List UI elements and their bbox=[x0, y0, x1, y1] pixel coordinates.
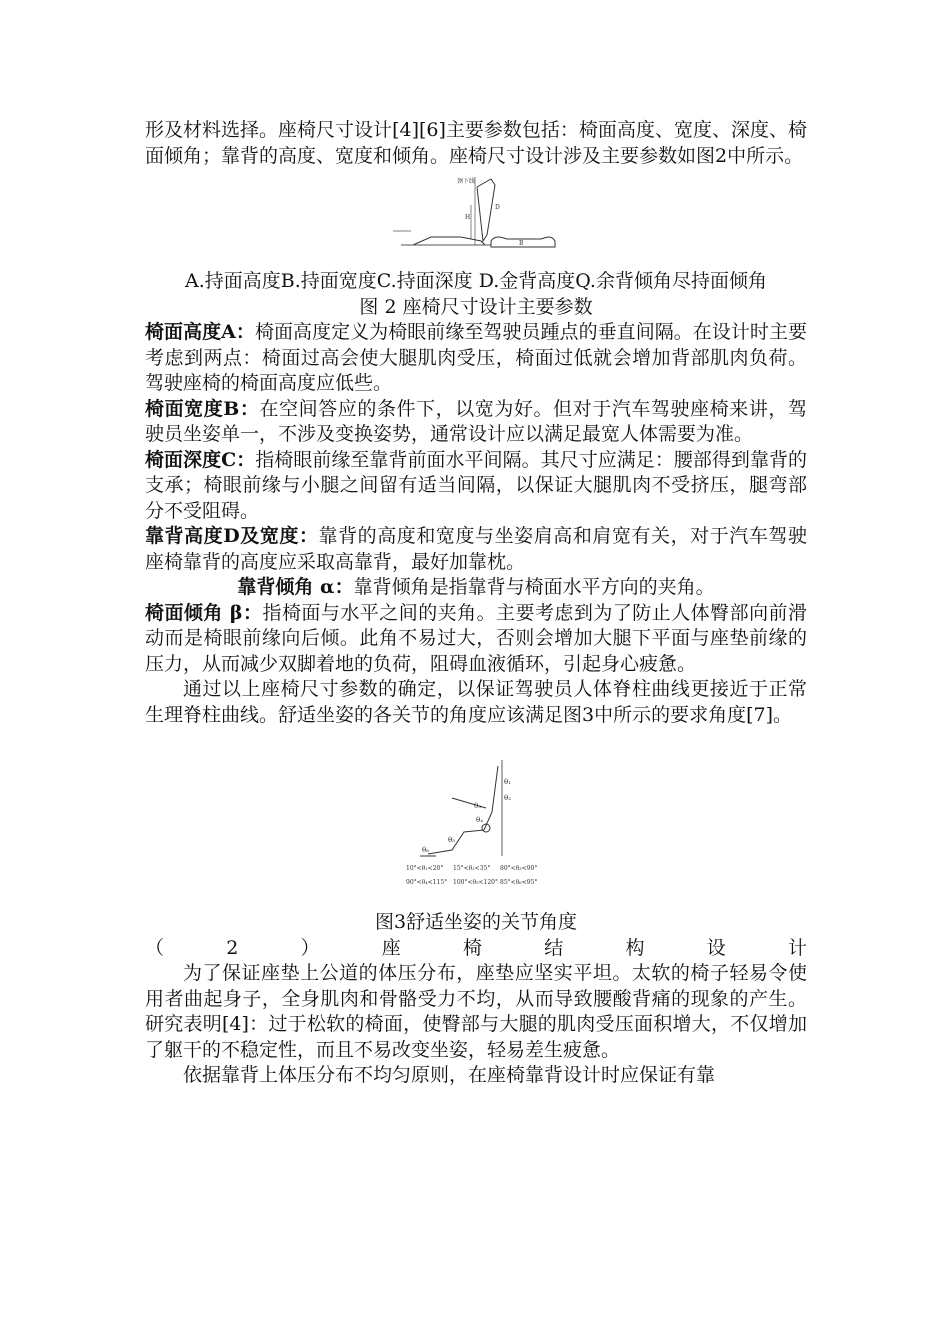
fig3-theta6: θ₆ bbox=[422, 846, 430, 854]
def-text: 指椅面与水平之间的夹角。主要考虑到为了防止人体臀部向前滑动而是椅眼前缘向后倾。此角不易过大，否则会增加大腿下平面与座垫前缘的压力，从而减少双脚着地的负荷，阻碍血液循环，引起身心疲惫。 bbox=[145, 601, 807, 675]
def-term: 椅面深度C： bbox=[145, 448, 256, 471]
def-term: 椅面倾角 β： bbox=[145, 601, 263, 624]
def-term: 靠背高度D及宽度： bbox=[145, 525, 319, 547]
figure-3-joint-angles bbox=[406, 758, 546, 898]
intro-paragraph: 形及材料选择。座椅尺寸设计[4][6]主要参数包括：椅面高度、宽度、深度、椅面倾角；靠背的高度、宽度和倾角。座椅尺寸设计涉及主要参数如图2中所示。 bbox=[145, 119, 807, 167]
paragraph-last: 依据靠背上体压分布不均匀原则，在座椅靠背设计时应保证有靠 bbox=[183, 1064, 716, 1086]
figure-2-params: A.持面高度B.持面宽度C.持面深度 D.金背高度Q.余背倾角尽持面倾角 bbox=[185, 270, 767, 292]
fig2-label-head: 颈下线 bbox=[457, 178, 476, 185]
section-heading: （2）座椅结构设计 bbox=[145, 936, 807, 959]
fig2-label-b: B bbox=[519, 240, 524, 247]
def-term: 靠背倾角 α： bbox=[237, 576, 354, 598]
figure-2-seat-dimensions bbox=[391, 175, 561, 255]
fig2-label-h: H bbox=[465, 214, 471, 221]
fig3-theta2: θ₂ bbox=[504, 794, 512, 802]
def-text: 在空间答应的条件下，以宽为好。但对于汽车驾驶座椅来讲，驾驶员坐姿单一，不涉及变换姿势，通常设计应以满足最宽人体需要为准。 bbox=[145, 397, 807, 445]
fig3-range-2: 15°<θ₂<35° bbox=[453, 865, 491, 872]
def-term: 椅面高度A： bbox=[145, 321, 255, 343]
def-seat-angle bbox=[145, 601, 807, 678]
fig3-range-4: 90°<θ₄<115° bbox=[406, 879, 448, 886]
figure-3-caption: 图3舒适坐姿的关节角度 bbox=[374, 911, 578, 933]
fig3-range-6: 85°<θ₆<95° bbox=[500, 879, 538, 886]
fig3-theta3: θ₃ bbox=[474, 802, 482, 810]
figure-2-caption: 图 2 座椅尺寸设计主要参数 bbox=[359, 295, 593, 318]
fig3-range-5: 100°<θ₅<120° bbox=[453, 879, 498, 886]
def-text: 指椅眼前缘至靠背前面水平间隔。其尺寸应满足：腰部得到靠背的支承；椅眼前缘与小腿之间留有适当间隔，以保证大腿肌肉不受挤压，腿弯部分不受阻碍。 bbox=[145, 448, 807, 522]
def-term: 椅面宽度B： bbox=[145, 397, 260, 420]
def-text: 靠背的高度和宽度与坐姿肩高和肩宽有关，对于汽车驾驶座椅靠背的高度应采取高靠背，最好加靠枕。 bbox=[145, 525, 807, 573]
paragraph-after-defs: 通过以上座椅尺寸参数的确定，以保证驾驶员人体脊柱曲线更接近于正常生理脊柱曲线。舒适坐姿的各关节的角度应该满足图3中所示的要求角度[7]。 bbox=[145, 678, 807, 726]
fig3-range-3: 80°<θ₃<90° bbox=[500, 865, 538, 872]
fig3-range-1: 10°<θ₁<20° bbox=[406, 865, 444, 872]
def-seat-height bbox=[145, 320, 807, 397]
fig3-theta1: θ₁ bbox=[504, 778, 512, 786]
fig2-label-d: D bbox=[495, 204, 500, 211]
paragraph-structure: 为了保证座垫上公道的体压分布，座垫应坚实平坦。太软的椅子轻易令使用者曲起身子，全身肌肉和骨骼受力不均，从而导致腰酸背痛的现象的产生。研究表明[4]：过于松软的椅面，使臀部与大腿的肌肉受压面积增大，不仅增加了躯干的不稳定性，而且不易改变坐姿，轻易差生疲惫。 bbox=[145, 962, 807, 1061]
def-seat-depth bbox=[145, 448, 807, 525]
document-page bbox=[145, 118, 807, 1089]
def-back-angle bbox=[145, 575, 807, 601]
def-text: 椅面高度定义为椅眼前缘至驾驶员踵点的垂直间隔。在设计时主要考虑到两点：椅面过高会使大腿肌肉受压，椅面过低就会增加背部肌肉负荷。驾驶座椅的椅面高度应低些。 bbox=[145, 321, 807, 394]
def-back-height bbox=[145, 524, 807, 575]
fig3-theta5: θ₅ bbox=[448, 836, 456, 844]
def-seat-width bbox=[145, 397, 807, 448]
fig3-theta4: θ₄ bbox=[476, 816, 484, 824]
def-text: 靠背倾角是指靠背与椅面水平方向的夹角。 bbox=[353, 576, 715, 598]
